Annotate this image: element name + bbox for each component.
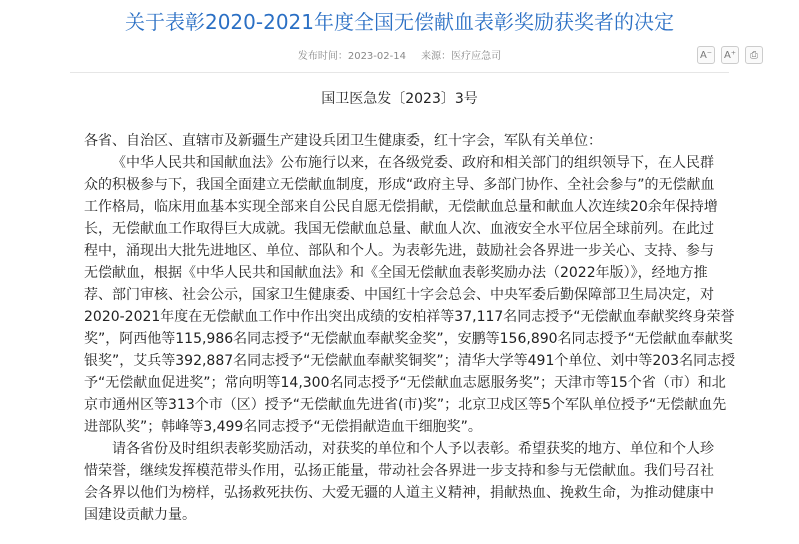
body-line: 请各省份及时组织表彰奖励活动，对获奖的单位和个人予以表彰。希望获奖的地方、单位和个人珍	[112, 441, 714, 457]
body-line: 2020-2021年度在无偿献血工作中作出突出成绩的安柏祥等37,117名同志授予“无偿献血奉献奖终身荣誉	[84, 309, 735, 325]
body-line: 惜荣誉，继续发挥模范带头作用，弘扬正能量，带动社会各界进一步支持和参与无偿献血。我们号召社	[84, 463, 714, 479]
source-info	[421, 51, 501, 62]
font-decrease-icon: A⁻	[699, 49, 713, 61]
salutation: 各省、自治区、直辖市及新疆生产建设兵团卫生健康委，红十字会，军队有关单位：	[84, 133, 602, 149]
publish-info	[298, 51, 406, 62]
body-line: 众的积极参与下，我国全面建立无偿献血制度，形成“政府主导、多部门协作、全社会参与”的无偿献血	[84, 177, 715, 193]
article-meta	[0, 47, 799, 62]
body-line: 京市通州区等313个市（区）授予“无偿献血先进省(市)奖”；北京卫戍区等5个军队单位授予“无偿献血先	[84, 397, 727, 413]
document-number: 国卫医急发〔2023〕3号	[321, 91, 478, 107]
font-decrease-button[interactable]	[697, 46, 715, 64]
body-line: 奖”，阿西他等115,986名同志授予“无偿献血奉献奖金奖”，安鹏等156,890名同志授予“无偿献血奉献奖	[84, 331, 733, 347]
source-value: 医疗应急司	[451, 51, 502, 62]
source-label: 来源：	[421, 51, 452, 62]
body-line: 会各界以他们为榜样，弘扬救死扶伤、大爱无疆的人道主义精神，捐献热血、挽救生命，为推动健康中	[84, 485, 714, 501]
body-line: 荐、部门审核、社会公示，国家卫生健康委、中国红十字会总会、中央军委后勤保障部卫生局决定，对	[84, 287, 714, 303]
publish-label: 发布时间：	[297, 51, 348, 62]
body-line: 长，无偿献血工作取得巨大成就。我国无偿献血总量、献血人次、血液安全水平位居全球前列。在此过	[84, 221, 714, 237]
printer-icon: ⎙	[750, 49, 758, 61]
article-title: 关于表彰2020-2021年度全国无偿献血表彰奖励获奖者的决定	[124, 10, 674, 34]
article-body	[84, 130, 756, 526]
print-button[interactable]	[745, 46, 763, 64]
body-line: 国建设贡献力量。	[84, 507, 196, 523]
body-line: 《中华人民共和国献血法》公布施行以来，在各级党委、政府和相关部门的组织领导下，在人民群	[112, 155, 714, 171]
body-line: 银奖”，艾兵等392,887名同志授予“无偿献血奉献奖铜奖”；清华大学等491个单位、刘中等203名同志授	[84, 353, 736, 369]
body-line: 程中，涌现出大批先进地区、单位、部队和个人。为表彰先进，鼓励社会各界进一步关心、支持、参与	[84, 243, 714, 259]
body-line: 进部队奖”；韩峰等3,499名同志授予“无偿捐献造血干细胞奖”。	[84, 419, 482, 435]
publish-date: 2023-02-14	[347, 51, 406, 62]
body-line: 无偿献血，根据《中华人民共和国献血法》和《全国无偿献血表彰奖励办法（2022年版）》，经地方推	[84, 265, 708, 281]
font-increase-icon: A⁺	[723, 49, 737, 61]
body-line: 予“无偿献血促进奖”；常向明等14,300名同志授予“无偿献血志愿服务奖”；天津市等15个省（市）和北	[84, 375, 726, 391]
header-divider	[70, 72, 729, 73]
article-tools	[697, 46, 763, 64]
font-increase-button[interactable]	[721, 46, 739, 64]
body-line: 工作格局，临床用血基本实现全部来自公民自愿无偿捐献，无偿献血总量和献血人次连续20余年保持增	[84, 199, 718, 215]
